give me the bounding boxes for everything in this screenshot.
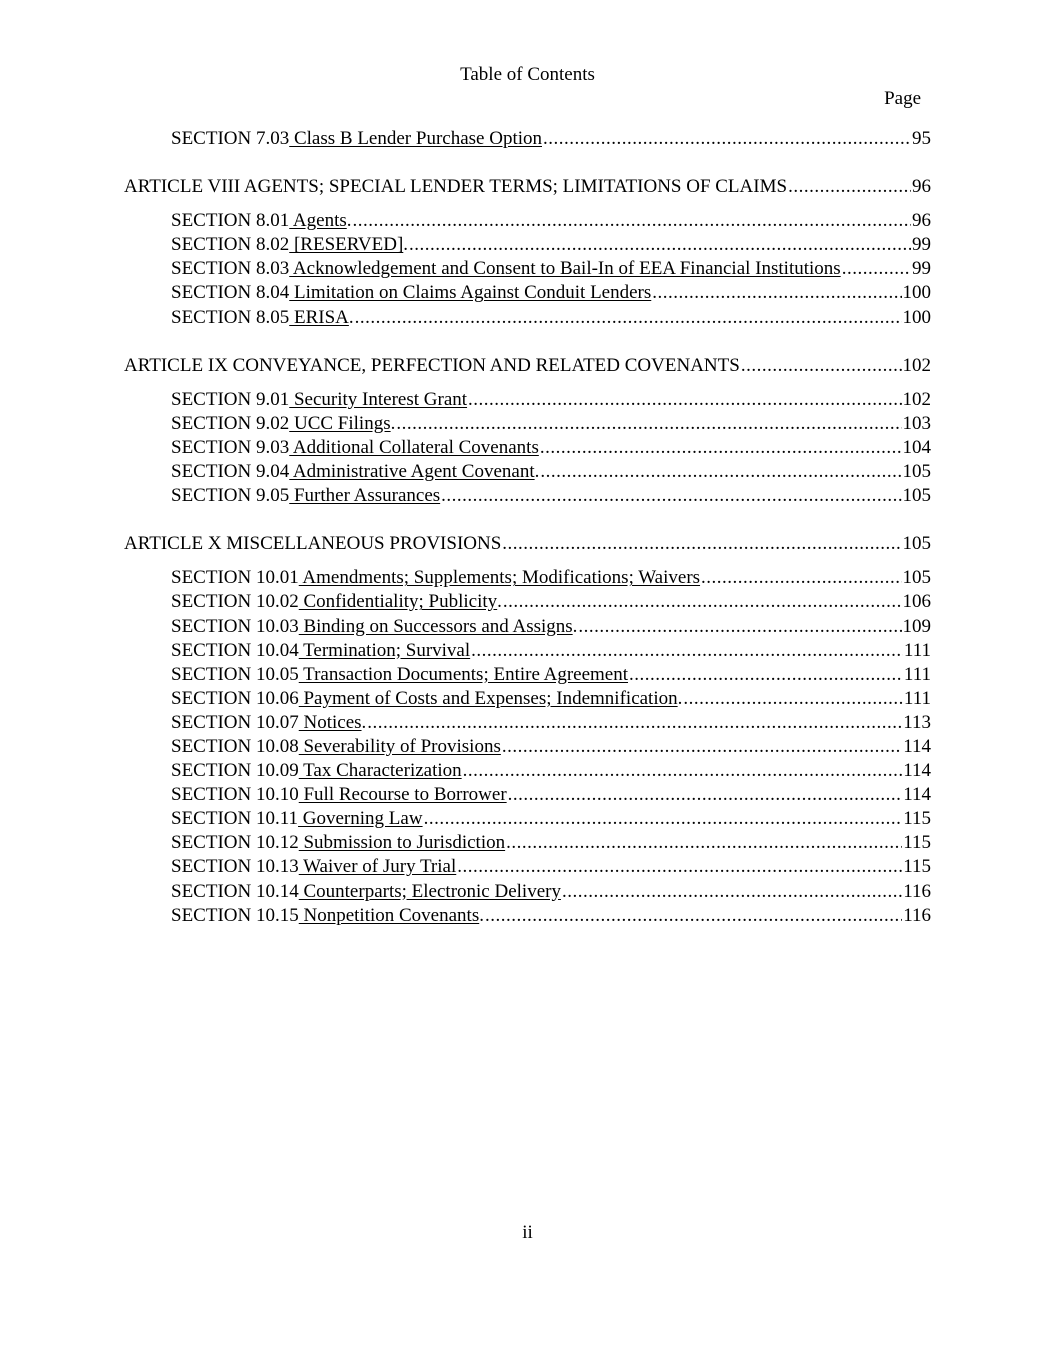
dot-leader	[508, 783, 903, 807]
toc-section-entry[interactable]	[124, 904, 931, 928]
table-of-contents	[124, 127, 931, 928]
page-column-label: Page	[884, 88, 921, 109]
page-number: 114	[903, 735, 931, 757]
page-number: 102	[902, 388, 931, 410]
toc-section-entry[interactable]	[124, 687, 931, 711]
page-number: 96	[912, 176, 931, 198]
page-number: 99	[912, 234, 931, 256]
toc-section-entry[interactable]	[124, 783, 931, 807]
article-title: ARTICLE X MISCELLANEOUS PROVISIONS	[124, 533, 502, 555]
section-title-link[interactable]: Payment of Costs and Expenses; Indemnification	[298, 687, 678, 709]
section-title-link[interactable]: Notices	[298, 711, 362, 733]
toc-section-entry[interactable]	[124, 388, 931, 412]
dot-leader	[396, 412, 901, 436]
spacer	[124, 151, 931, 175]
page-number-footer: ii	[522, 1222, 533, 1243]
toc-section-entry[interactable]	[124, 807, 931, 831]
dot-leader	[502, 532, 901, 556]
page-number: 115	[903, 832, 931, 854]
section-title-link[interactable]: Counterparts; Electronic Delivery	[298, 880, 561, 902]
section-number: SECTION 9.03	[171, 436, 290, 458]
page-number: 114	[903, 760, 931, 782]
dot-leader	[506, 831, 902, 855]
dot-leader	[562, 880, 902, 904]
dot-leader	[652, 281, 901, 305]
dot-leader	[842, 257, 911, 281]
spacer	[124, 556, 931, 566]
section-number: SECTION 7.03	[171, 128, 290, 149]
dot-leader	[578, 615, 901, 639]
page-number: 115	[903, 856, 931, 878]
title-punctuation: .	[572, 615, 578, 637]
section-title-link[interactable]: Administrative Agent Covenant	[289, 461, 535, 483]
toc-section-entry[interactable]	[124, 257, 931, 281]
toc-section-entry[interactable]	[124, 759, 931, 783]
section-number: SECTION 10.04	[171, 639, 299, 661]
section-number: SECTION 10.07	[171, 711, 299, 733]
title-punctuation: .	[361, 711, 367, 733]
toc-section-entry[interactable]	[124, 880, 931, 904]
toc-section-entry[interactable]	[124, 484, 931, 508]
section-number: SECTION 10.12	[171, 832, 299, 854]
section-number: SECTION 10.11	[171, 808, 299, 830]
page-number: 116	[903, 880, 931, 902]
section-title-link[interactable]: Termination; Survival	[298, 639, 471, 661]
toc-article-entry[interactable]	[124, 354, 931, 378]
dot-leader	[503, 590, 902, 614]
toc-section-entry[interactable]	[124, 711, 931, 735]
toc-section-entry[interactable]	[124, 127, 931, 151]
title-punctuation: .	[403, 234, 409, 256]
section-number: SECTION 8.03	[171, 258, 290, 280]
article-title: ARTICLE IX CONVEYANCE, PERFECTION AND RELATED COVENANTS	[124, 354, 740, 376]
section-title-link[interactable]: Confidentiality; Publicity	[298, 591, 498, 613]
dot-leader	[441, 484, 901, 508]
dot-leader	[502, 735, 902, 759]
title-punctuation: .	[390, 412, 396, 434]
section-title-link[interactable]: Waiver of Jury Trial	[298, 856, 457, 878]
page-number: 105	[902, 533, 931, 555]
section-title-link[interactable]: Security Interest Grant	[289, 388, 468, 410]
dot-leader	[701, 566, 901, 590]
spacer	[124, 378, 931, 388]
section-number: SECTION 8.04	[171, 282, 290, 304]
page-number: 104	[902, 436, 931, 458]
page-number: 100	[902, 282, 931, 304]
section-title-link[interactable]: Amendments; Supplements; Modifications; Waivers	[298, 567, 701, 589]
section-number: SECTION 9.05	[171, 485, 290, 507]
section-title-link[interactable]: ERISA	[289, 306, 349, 328]
page-number: 99	[912, 258, 931, 280]
dot-leader	[543, 127, 911, 151]
dot-leader	[463, 759, 903, 783]
dot-leader	[424, 807, 903, 831]
section-title-link[interactable]: [RESERVED]	[289, 234, 404, 256]
dot-leader	[540, 436, 902, 460]
page-number: 109	[902, 615, 931, 637]
toc-section-entry[interactable]	[124, 412, 931, 436]
page-number: 103	[902, 412, 931, 434]
page-number: 111	[903, 639, 931, 661]
section-number: SECTION 10.13	[171, 856, 299, 878]
toc-section-entry[interactable]	[124, 281, 931, 305]
title-punctuation: .	[348, 306, 354, 328]
section-number: SECTION 9.04	[171, 461, 290, 483]
toc-section-entry[interactable]	[124, 831, 931, 855]
page-number: 111	[903, 687, 931, 709]
section-title-link[interactable]: Additional Collateral Covenants	[289, 436, 539, 458]
article-title: ARTICLE VIII AGENTS; SPECIAL LENDER TERMS; LIMITATIONS OF CLAIMS	[124, 176, 788, 198]
toc-section-entry[interactable]	[124, 590, 931, 614]
title-punctuation: .	[497, 591, 502, 613]
dot-leader	[471, 639, 903, 663]
section-title-link[interactable]: Severability of Provisions	[298, 735, 501, 757]
toc-section-entry[interactable]	[124, 566, 931, 590]
section-title-link[interactable]: Further Assurances	[289, 485, 441, 507]
section-number: SECTION 10.05	[171, 663, 299, 685]
section-title-link[interactable]: Binding on Successors and Assigns	[298, 615, 573, 637]
dot-leader	[741, 354, 902, 378]
toc-article-entry[interactable]	[124, 532, 931, 556]
section-title-link[interactable]: Limitation on Claims Against Conduit Lenders	[289, 282, 652, 304]
toc-section-entry[interactable]	[124, 639, 931, 663]
section-title-link[interactable]: Acknowledgement and Consent to Bail-In of EEA Financial Institutions	[289, 258, 841, 280]
page-number: 106	[902, 591, 931, 613]
section-title-link[interactable]: Agents	[289, 210, 347, 232]
section-title-link[interactable]: Full Recourse to Borrower	[298, 784, 507, 806]
dot-leader	[629, 663, 903, 687]
section-title-link[interactable]: Submission to Jurisdiction	[298, 832, 506, 854]
spacer	[124, 199, 931, 209]
toc-article-entry[interactable]	[124, 175, 931, 199]
page-number: 105	[902, 567, 931, 589]
section-number: SECTION 10.14	[171, 880, 299, 902]
section-title-link[interactable]: Transaction Documents; Entire Agreement	[298, 663, 629, 685]
page-number: 105	[902, 461, 931, 483]
section-title-link[interactable]: UCC Filings	[289, 412, 391, 434]
section-number: SECTION 8.05	[171, 306, 290, 328]
spacer	[124, 508, 931, 532]
section-number: SECTION 9.01	[171, 388, 290, 410]
spacer	[124, 330, 931, 354]
page-number: 115	[903, 808, 931, 830]
toc-section-entry[interactable]	[124, 855, 931, 879]
title-punctuation: .	[534, 461, 540, 483]
dot-leader	[409, 233, 911, 257]
toc-section-entry[interactable]	[124, 306, 931, 330]
section-title-link[interactable]: Tax Characterization	[298, 760, 462, 782]
section-title-link[interactable]: Nonpetition Covenants	[298, 904, 480, 926]
page-number: 105	[902, 485, 931, 507]
toc-section-entry[interactable]	[124, 615, 931, 639]
section-number: SECTION 10.06	[171, 687, 299, 709]
toc-section-entry[interactable]	[124, 209, 931, 233]
page-number: 111	[903, 663, 931, 685]
toc-section-entry[interactable]	[124, 460, 931, 484]
page-number: 102	[902, 354, 931, 376]
page-number: 114	[903, 784, 931, 806]
title-punctuation: .	[346, 210, 352, 232]
page-number: 113	[903, 711, 931, 733]
section-number: SECTION 9.02	[171, 412, 290, 434]
page-title: Table of Contents	[460, 64, 595, 85]
toc-section-entry[interactable]	[124, 436, 931, 460]
section-number: SECTION 10.15	[171, 904, 299, 926]
dot-leader	[457, 855, 902, 879]
page-number: 116	[903, 904, 931, 926]
toc-section-entry[interactable]	[124, 233, 931, 257]
page-number: 100	[902, 306, 931, 328]
toc-section-entry[interactable]	[124, 735, 931, 759]
section-number: SECTION 10.08	[171, 735, 299, 757]
section-number: SECTION 10.10	[171, 784, 299, 806]
section-number: SECTION 10.09	[171, 760, 299, 782]
dot-leader	[468, 388, 901, 412]
section-number: SECTION 8.01	[171, 210, 290, 232]
dot-leader	[788, 175, 911, 199]
section-number: SECTION 10.03	[171, 615, 299, 637]
section-number: SECTION 10.02	[171, 591, 299, 613]
dot-leader	[683, 687, 903, 711]
dot-leader	[353, 209, 911, 233]
page-number: 96	[912, 210, 931, 232]
dot-leader	[485, 904, 902, 928]
section-title-link[interactable]: Governing Law	[298, 808, 423, 830]
title-punctuation: .	[479, 904, 484, 926]
dot-leader	[355, 306, 902, 330]
section-number: SECTION 8.02	[171, 234, 290, 256]
section-number: SECTION 10.01	[171, 567, 299, 589]
dot-leader	[540, 460, 901, 484]
page-number: 95	[912, 128, 931, 149]
title-punctuation: .	[677, 687, 683, 709]
section-title-link[interactable]: Class B Lender Purchase Option	[289, 128, 542, 149]
dot-leader	[367, 711, 902, 735]
toc-section-entry[interactable]	[124, 663, 931, 687]
